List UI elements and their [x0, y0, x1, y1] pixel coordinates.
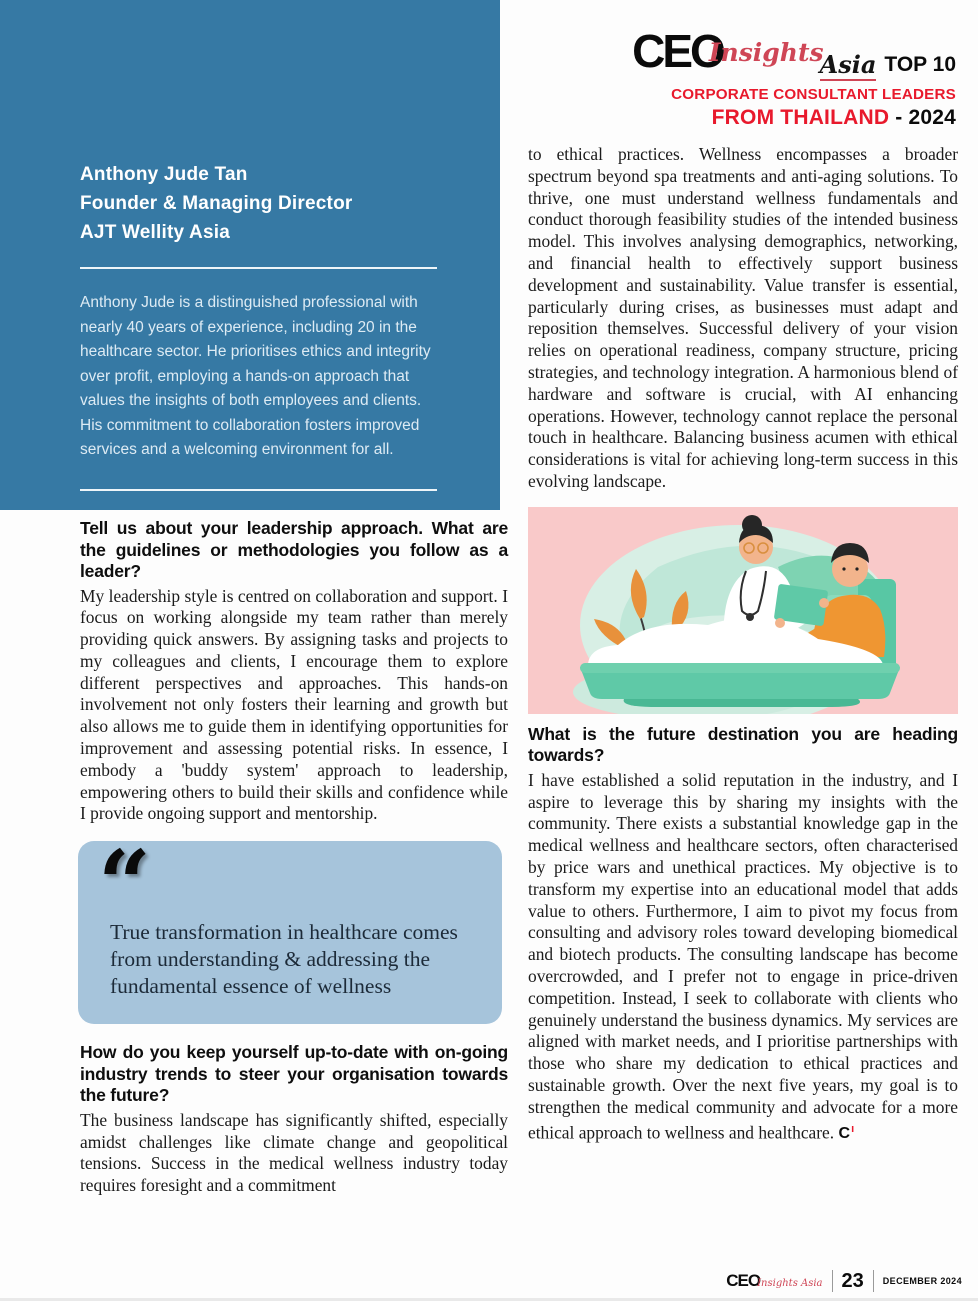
- masthead: [528, 25, 958, 130]
- person-name: Anthony Jude Tan: [80, 164, 248, 185]
- person-title: Founder & Managing Director: [80, 193, 353, 214]
- end-of-article-icon: $C^ı$: [838, 1122, 855, 1142]
- left-column: [80, 518, 508, 1197]
- answer-future: [528, 770, 958, 1145]
- footer-logo-ceo: CEO: [726, 1271, 761, 1290]
- question-future: What is the future destination you are heading towards?: [528, 723, 958, 766]
- masthead-year: - 2024: [889, 106, 956, 129]
- page-footer: [726, 1267, 962, 1295]
- top10-label: TOP 10: [884, 53, 956, 76]
- magazine-logo: [528, 25, 956, 80]
- pull-quote-box: [78, 830, 502, 1024]
- divider: [80, 267, 437, 269]
- divider: [80, 489, 437, 491]
- page-number: 23: [841, 1269, 864, 1292]
- logo-insights-text: Insights: [708, 38, 824, 67]
- footer-divider: [832, 1270, 833, 1292]
- answer-leadership: My leadership style is centred on collaboration and support. I focus on working alongside my team rather than merely providing quick answers. By assigning tasks and projects to my colleagues and clients, I encourage them to explore different perspectives and approaches. This hands-on involvement not only fosters their learning and growth but also allows me to guide them in identifying opportunities for improvement and assessing potential risks. In essence, I embody a 'buddy system' approach to leadership, empowering others to build their skills and confidence while I provide ongoing support and mentorship.: [80, 585, 508, 824]
- pull-quote-text: True transformation in healthcare comes from understanding & addressing the fundamental essence of wellness: [110, 920, 458, 999]
- healthcare-illustration: [528, 507, 958, 714]
- logo-ceo-text: CEO: [632, 25, 723, 77]
- masthead-category: CORPORATE CONSULTANT LEADERS: [671, 86, 956, 103]
- profile-panel: [0, 0, 500, 510]
- masthead-country: FROM THAILAND: [711, 106, 890, 129]
- issue-date: DECEMBER 2024: [882, 1276, 962, 1286]
- quote-icon: “: [98, 830, 151, 939]
- question-trends: How do you keep yourself up-to-date with on-going industry trends to steer your organisation towards the future?: [80, 1042, 508, 1106]
- healthcare-illustration-svg: [528, 507, 958, 714]
- footer-divider: [873, 1270, 874, 1292]
- question-leadership: Tell us about your leadership approach. What are the guidelines or methodologies you follow as a leader?: [80, 518, 508, 581]
- answer-future-text: I have established a solid reputation in the industry, and I aspire to leverage this by sharing my insights with the community. There exists a substantial knowledge gap in the medical wellness and healthcare sectors, often characterised by price wars and unethical practices. My objective is to transform my expertise into an educational model that adds value to others. Furthermore, I aim to pivot my focus from consulting and advisory roles toward developing biomedical and biotech products. The consulting landscape has become overcrowded, and I prefer not to engage in price-driven competition. Instead, I seek to collaborate with clients who genuinely understand the business dynamics. My services are aligned with market needs, and I prioritise partnerships with those who share my dedication to ethical practices and sustainable growth. Over the next five years, my goal is to strengthen the medical community and advocate for a more ethical approach to wellness and healthcare.: [528, 769, 958, 1142]
- profile-name-block: [80, 160, 438, 247]
- footer-logo-script: Insights Asia: [757, 1278, 823, 1289]
- answer-trends-part2: to ethical practices. Wellness encompasses a broader spectrum beyond spa treatments and anti-aging solutions. To thrive, one must understand wellness fundamentals and conduct thorough feasibility studies of the intended business model. This involves analysing demographics, networking, and financial health to effectively support business development and sustainability. Value transfer is essential, particularly during crises, as businesses must adapt and reposition themselves. Successful delivery of your vision relies on operational readiness, company structure, pricing strategies, and technology integration. A harmonious blend of hardware and software is crucial, with AI enhancing operations. However, technology cannot replace the personal touch in healthcare. Balancing business acumen with ethical considerations is vital for achieving long-term success in this evolving landscape.: [528, 144, 958, 491]
- person-company: AJT Wellity Asia: [80, 222, 230, 243]
- answer-trends-part1: The business landscape has significantly shifted, especially amidst challenges like climate change and geopolitical tensions. Success in the medical wellness industry today requires foresight and a commitment: [80, 1109, 508, 1196]
- right-column: [528, 25, 958, 1145]
- masthead-edition: [528, 106, 956, 130]
- logo-asia-text: Asia: [819, 50, 877, 79]
- profile-bio: Anthony Jude is a distinguished professional with nearly 40 years of experience, including 20 in the healthcare sector. He prioritises ethics and integrity over profit, employing a hands-on approach that values the insights of both employees and clients. His commitment to collaboration fosters improved services and a welcoming environment for all.: [80, 294, 431, 458]
- footer-logo: [726, 1271, 822, 1291]
